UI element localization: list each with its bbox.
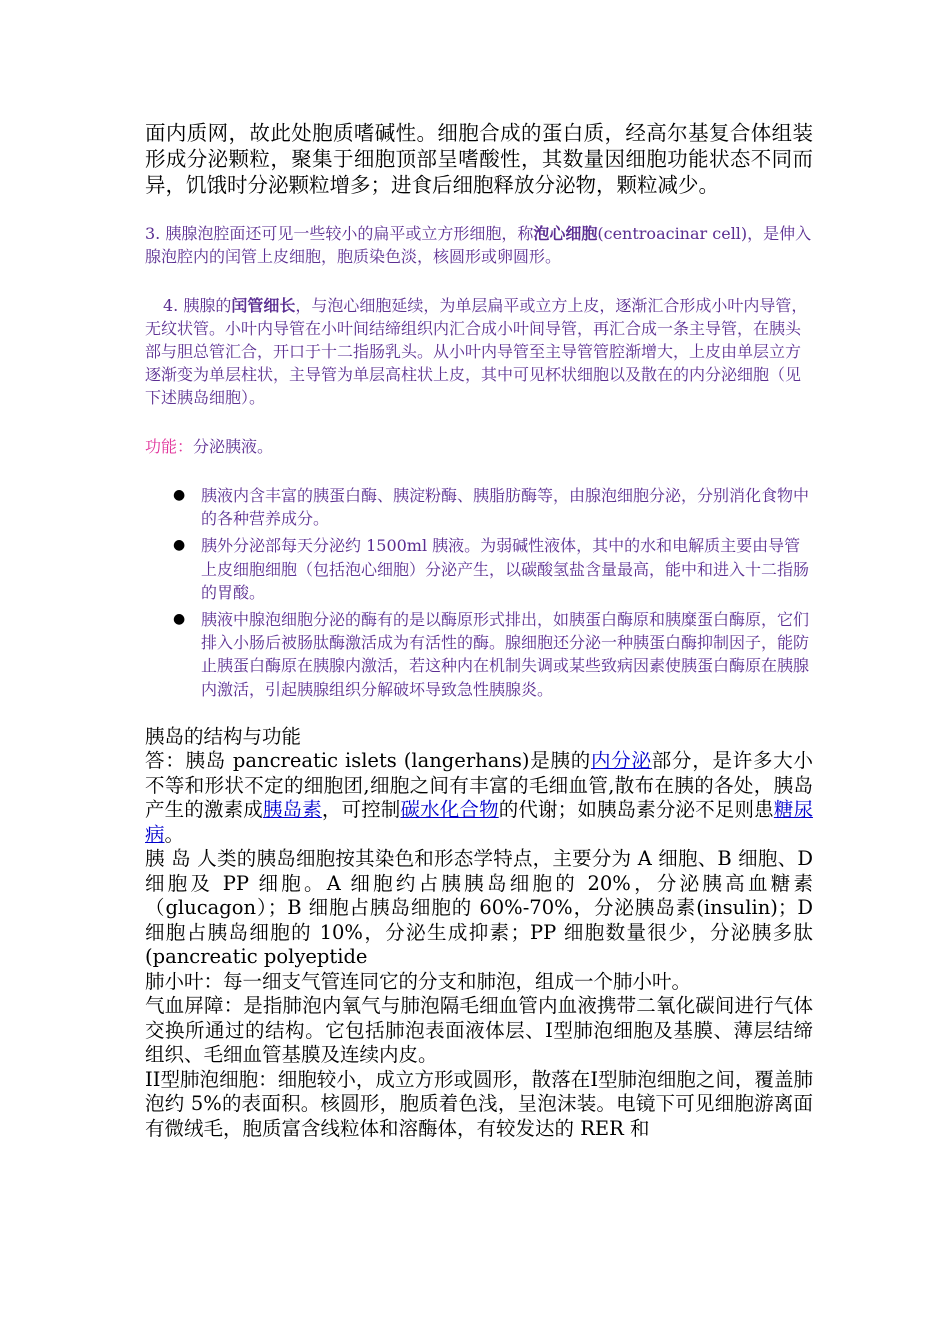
text-span: 的代谢；如胰岛素分泌不足则患 xyxy=(498,798,774,822)
section-title-islet: 胰岛的结构与功能 xyxy=(145,724,302,748)
text-span: (centroacinar cell)，是伸入腺泡腔内的闰管上皮细胞，胞质染色淡，核圆形或卵圆形。 xyxy=(145,224,812,266)
paragraph-type2-alveolar-cell: II型肺泡细胞：细胞较小，成立方形或圆形，散落在Ⅰ型肺泡细胞之间，覆盖肺泡约 5%的表面积。核圆形，胞质着色浅，呈泡沫装。电镜下可见细胞游离面有微绒毛，胞质富含线粒体和溶酶体，有较发达的 RER 和 xyxy=(145,1067,813,1140)
link-carbohydrate[interactable]: 碳水化合物 xyxy=(400,798,499,822)
text-span: 部分，是许多大小不等和形状不定的细胞团,细胞之间有丰富的毛细血管,散布在胰的各处，胰岛产生的激素成 xyxy=(145,749,813,822)
paragraph-islet-answer xyxy=(145,749,813,847)
text-span: 3. 胰腺泡腔面还可见一些较小的扁平或立方形细胞，称 xyxy=(145,224,534,243)
paragraph-secretion: 面内质网，故此处胞质嗜碱性。细胞合成的蛋白质，经高尔基复合体组装形成分泌颗粒，聚集于细胞顶部呈嗜酸性，其数量因细胞功能状态不同而异，饥饿时分泌颗粒增多；进食后细胞释放分泌物，颗粒减少。 xyxy=(145,121,813,197)
document-page xyxy=(145,120,813,1141)
text-span: 4. 胰腺的 xyxy=(163,296,232,315)
list-item-text: 胰液中腺泡细胞分泌的酶有的是以酶原形式排出，如胰蛋白酶原和胰糜蛋白酶原，它们排入小肠后被肠肽酶激活成为有活性的酶。腺细胞还分泌一种胰蛋白酶抑制因子，能防止胰蛋白酶原在胰腺内激活，若这种内在机制失调或某些致病因素使胰蛋白酶原在胰腺内激活，引起胰腺组织分解破坏导致急性胰腺炎。 xyxy=(201,610,810,699)
function-line xyxy=(145,435,813,458)
link-diabetes[interactable]: 糖尿病 xyxy=(145,798,813,846)
bold-term-intercalated-duct: 闰管细长 xyxy=(231,296,296,315)
bold-term-centroacinar: 泡心细胞 xyxy=(533,224,598,243)
text-span: ，与泡心细胞延续，为单层扁平或立方上皮，逐渐汇合形成小叶内导管，无纹状管。小叶内导管在小叶间结缔组织内汇合成小叶间导管，再汇合成一条主导管，在胰头部与胆总管汇合，开口于十二指肠乳头。从小叶内导管至主导管管腔渐增大，上皮由单层立方逐渐变为单层柱状，主导管为单层高柱状上皮，其中可见杯状细胞以及散在的内分泌细胞（见下述胰岛细胞）。 xyxy=(145,296,808,407)
list-item-text: 胰液内含丰富的胰蛋白酶、胰淀粉酶、胰脂肪酶等，由腺泡细胞分泌，分别消化食物中的各种营养成分。 xyxy=(201,486,810,529)
paragraph-islet-cells: 胰 岛 人类的胰岛细胞按其染色和形态学特点，主要分为 A 细胞、B 细胞、D 细胞及 PP 细胞。A 细胞约占胰胰岛细胞的 20%，分泌胰高血糖素（glucagon）；B 细胞占胰岛细胞的 60%-70%，分泌胰岛素(insulin)；D 细胞占胰岛细胞的 10%，分泌生成抑素；PP 细胞数量很少，分泌胰多肽(pancreatic polyeptide xyxy=(145,847,813,969)
paragraph-pulmonary-lobule: 肺小叶：每一细支气管连同它的分支和肺泡，组成一个肺小叶。 xyxy=(145,969,692,993)
function-label: 功能： xyxy=(145,437,194,456)
bullet-icon: ● xyxy=(173,611,186,628)
text-span: ，可控制 xyxy=(321,798,401,822)
function-text: 分泌胰液。 xyxy=(193,437,274,456)
paragraph-centroacinar xyxy=(145,222,813,268)
paragraph-blood-air-barrier: 气血屏障：是指肺泡内氧气与肺泡隔毛细血管内血液携带二氧化碳间进行气体交换所通过的结构。它包括肺泡表面液体层、Ⅰ型肺泡细胞及基膜、薄层结缔组织、毛细血管基膜及连续内皮。 xyxy=(145,994,813,1067)
list-item xyxy=(145,608,813,701)
list-item xyxy=(145,534,813,604)
link-endocrine[interactable]: 内分泌 xyxy=(591,749,652,773)
list-item-text: 胰外分泌部每天分泌约 1500ml 胰液。为弱碱性液体，其中的水和电解质主要由导管上皮细胞细胞（包括泡心细胞）分泌产生，以碳酸氢盐含量最高，能中和进入十二指肠的胃酸。 xyxy=(201,536,810,602)
function-bullet-list xyxy=(145,484,813,701)
text-span: 答：胰岛 pancreatic islets (langerhans)是胰的 xyxy=(145,749,591,773)
list-item xyxy=(145,484,813,530)
bullet-icon: ● xyxy=(173,537,186,554)
text-span: 。 xyxy=(164,822,185,846)
paragraph-intercalated-duct xyxy=(145,294,813,409)
bullet-icon: ● xyxy=(173,487,186,503)
link-insulin[interactable]: 胰岛素 xyxy=(262,798,322,822)
